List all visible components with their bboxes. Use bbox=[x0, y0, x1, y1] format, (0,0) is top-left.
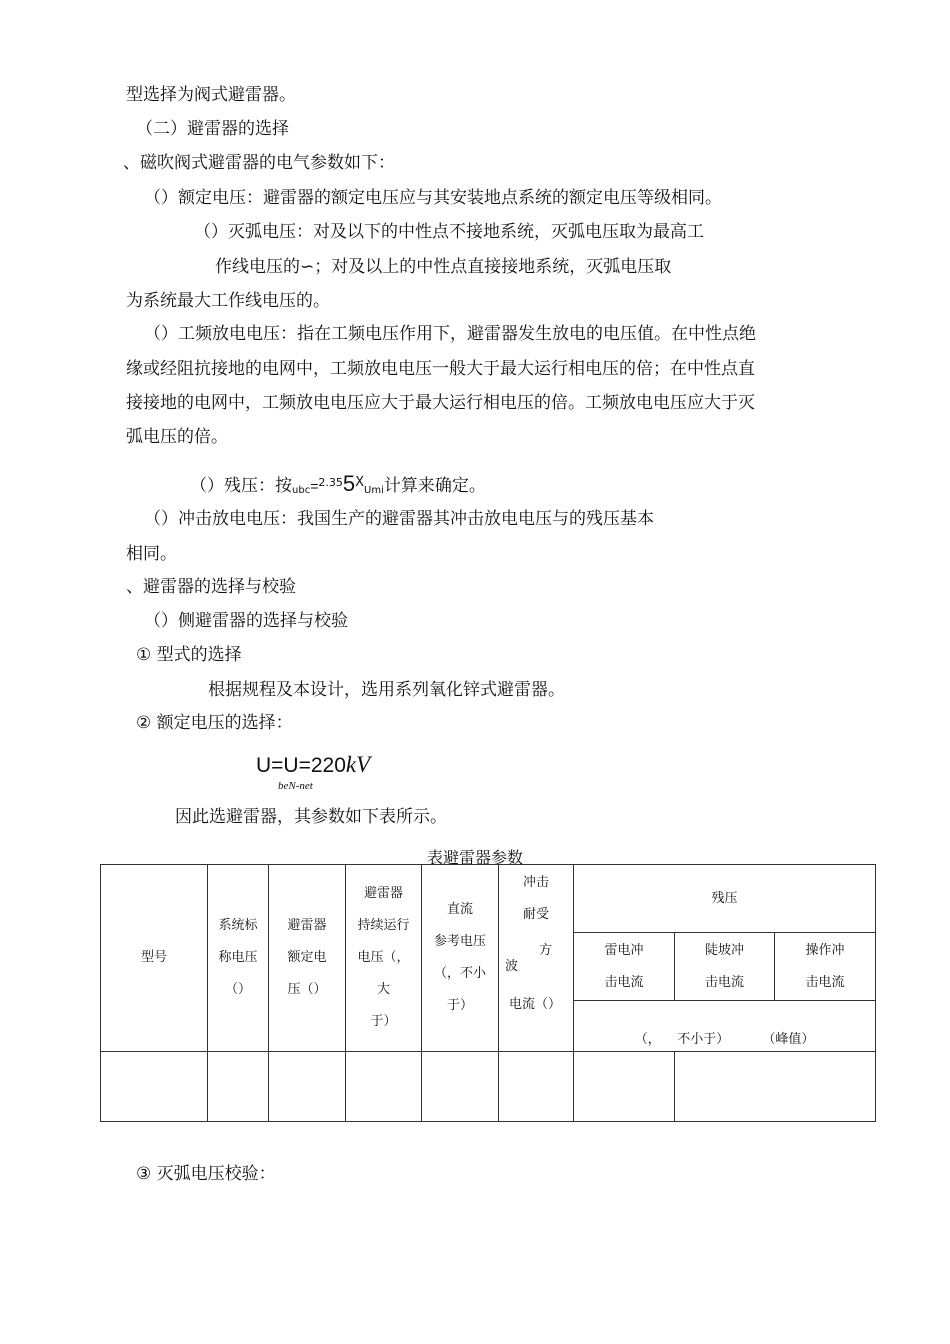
header-text: 陡坡冲 bbox=[704, 942, 744, 958]
header-text: 系统标 bbox=[218, 918, 258, 933]
header-text: 方 bbox=[539, 942, 553, 958]
residual-formula-line bbox=[190, 472, 486, 502]
text-line: 根据规程及本设计，选用系列氧化锌式避雷器。 bbox=[208, 680, 565, 700]
header-impulse-bottom bbox=[499, 933, 574, 1052]
header-text: 于） bbox=[446, 998, 473, 1013]
header-text: 大 bbox=[376, 982, 390, 997]
header-text: 避雷器 bbox=[363, 886, 403, 901]
table-cell bbox=[208, 1052, 269, 1122]
text-line: 因此选避雷器，其参数如下表所示。 bbox=[175, 807, 447, 827]
header-text: 耐受 bbox=[522, 906, 549, 922]
header-model: 型号 bbox=[101, 865, 208, 1052]
text-line: 缘或经阻抗接地的电网中，工频放电电压一般大于最大运行相电压的倍；在中性点直 bbox=[126, 359, 755, 379]
item-heading: ③ 灭弧电压校验： bbox=[136, 1164, 276, 1184]
header-text: （） bbox=[224, 982, 251, 997]
formula-subscript: beN-net bbox=[278, 780, 313, 792]
formula-main: U=U=220 bbox=[256, 754, 346, 777]
header-text: 电流（） bbox=[509, 996, 562, 1012]
text-line: 为系统最大工作线电压的。 bbox=[126, 291, 330, 311]
header-steep bbox=[675, 933, 775, 1001]
formula-x: X bbox=[355, 475, 365, 490]
note-text: （峰值） bbox=[762, 1032, 815, 1047]
formula-sub: mi bbox=[371, 485, 384, 496]
header-text: 操作冲 bbox=[805, 942, 845, 958]
formula-sub: U bbox=[364, 485, 372, 496]
text-line: 作线电压的∽；对及以上的中性点直接接地系统，灭弧电压取 bbox=[215, 257, 672, 277]
header-system-voltage bbox=[208, 865, 269, 1052]
note-text: 不小于） bbox=[677, 1032, 730, 1047]
arrester-parameter-table bbox=[100, 864, 876, 1122]
header-text: 直流 bbox=[446, 902, 473, 917]
header-lightning bbox=[574, 933, 675, 1001]
section-heading: （二）避雷器的选择 bbox=[136, 119, 289, 139]
text-line: 接接地的电网中，工频放电电压应大于最大运行相电压的倍。工频放电电压应大于灭 bbox=[126, 393, 755, 413]
formula-number: 5 bbox=[342, 471, 356, 496]
residual-label: （）残压：按 bbox=[190, 476, 292, 496]
text-line: （）工频放电电压：指在工频电压作用下，避雷器发生放电的电压值。在中性点绝 bbox=[144, 324, 756, 344]
header-text: 参考电压 bbox=[433, 934, 486, 949]
table-cell bbox=[499, 1052, 574, 1122]
header-text: 雷电冲 bbox=[604, 942, 644, 958]
header-residual-note bbox=[574, 1001, 876, 1052]
header-text: （，不小 bbox=[433, 966, 486, 981]
header-rated-voltage bbox=[269, 865, 346, 1052]
header-text: 波 bbox=[505, 958, 519, 974]
header-text: 额定电 bbox=[287, 950, 327, 965]
header-text: 击电流 bbox=[704, 974, 744, 990]
subsection-heading: （）侧避雷器的选择与校验 bbox=[144, 611, 348, 631]
header-text: 持续运行 bbox=[357, 918, 410, 933]
header-text: 冲击 bbox=[522, 874, 549, 890]
header-text: 电压（， bbox=[357, 950, 410, 965]
table-cell bbox=[675, 1052, 876, 1122]
residual-tail: 计算来确定。 bbox=[383, 476, 486, 496]
text-line: 型选择为阀式避雷器。 bbox=[126, 85, 296, 105]
table-cell bbox=[346, 1052, 422, 1122]
table-caption: 表避雷器参数 bbox=[426, 848, 523, 867]
text-line: 相同。 bbox=[126, 544, 177, 564]
header-dc-reference bbox=[422, 865, 499, 1052]
text-line: （）灭弧电压：对及以下的中性点不接地系统，灭弧电压取为最高工 bbox=[194, 222, 704, 242]
note-text: （， bbox=[634, 1032, 661, 1047]
table-cell bbox=[101, 1052, 208, 1122]
header-residual: 残压 bbox=[574, 865, 876, 933]
section-heading: 、避雷器的选择与校验 bbox=[126, 577, 296, 597]
header-impulse-top bbox=[499, 865, 574, 933]
header-switching bbox=[775, 933, 876, 1001]
formula-sub: bc bbox=[298, 485, 311, 496]
formula-eq: = bbox=[310, 478, 319, 494]
text-line: 、磁吹阀式避雷器的电气参数如下： bbox=[123, 153, 395, 173]
header-text: 击电流 bbox=[805, 974, 845, 990]
header-text: 称电压 bbox=[218, 950, 258, 965]
item-heading: ① 型式的选择 bbox=[136, 645, 242, 665]
header-text: 于） bbox=[370, 1014, 397, 1029]
text-line: 弧电压的倍。 bbox=[126, 427, 228, 447]
header-continuous-voltage bbox=[346, 865, 422, 1052]
item-heading: ② 额定电压的选择： bbox=[136, 713, 293, 733]
table-cell bbox=[422, 1052, 499, 1122]
header-text: 压（） bbox=[287, 982, 327, 997]
table-cell bbox=[574, 1052, 675, 1122]
text-line: （）额定电压：避雷器的额定电压应与其安装地点系统的额定电压等级相同。 bbox=[144, 188, 722, 208]
formula-sub: u bbox=[292, 485, 299, 496]
table-cell bbox=[269, 1052, 346, 1122]
rated-voltage-formula bbox=[256, 752, 370, 778]
formula-unit: kV bbox=[345, 752, 371, 777]
formula-sup: 2.35 bbox=[318, 476, 343, 489]
text-line: （）冲击放电电压：我国生产的避雷器其冲击放电电压与的残压基本 bbox=[144, 509, 654, 529]
header-text: 避雷器 bbox=[287, 918, 327, 933]
header-text: 击电流 bbox=[604, 974, 644, 990]
